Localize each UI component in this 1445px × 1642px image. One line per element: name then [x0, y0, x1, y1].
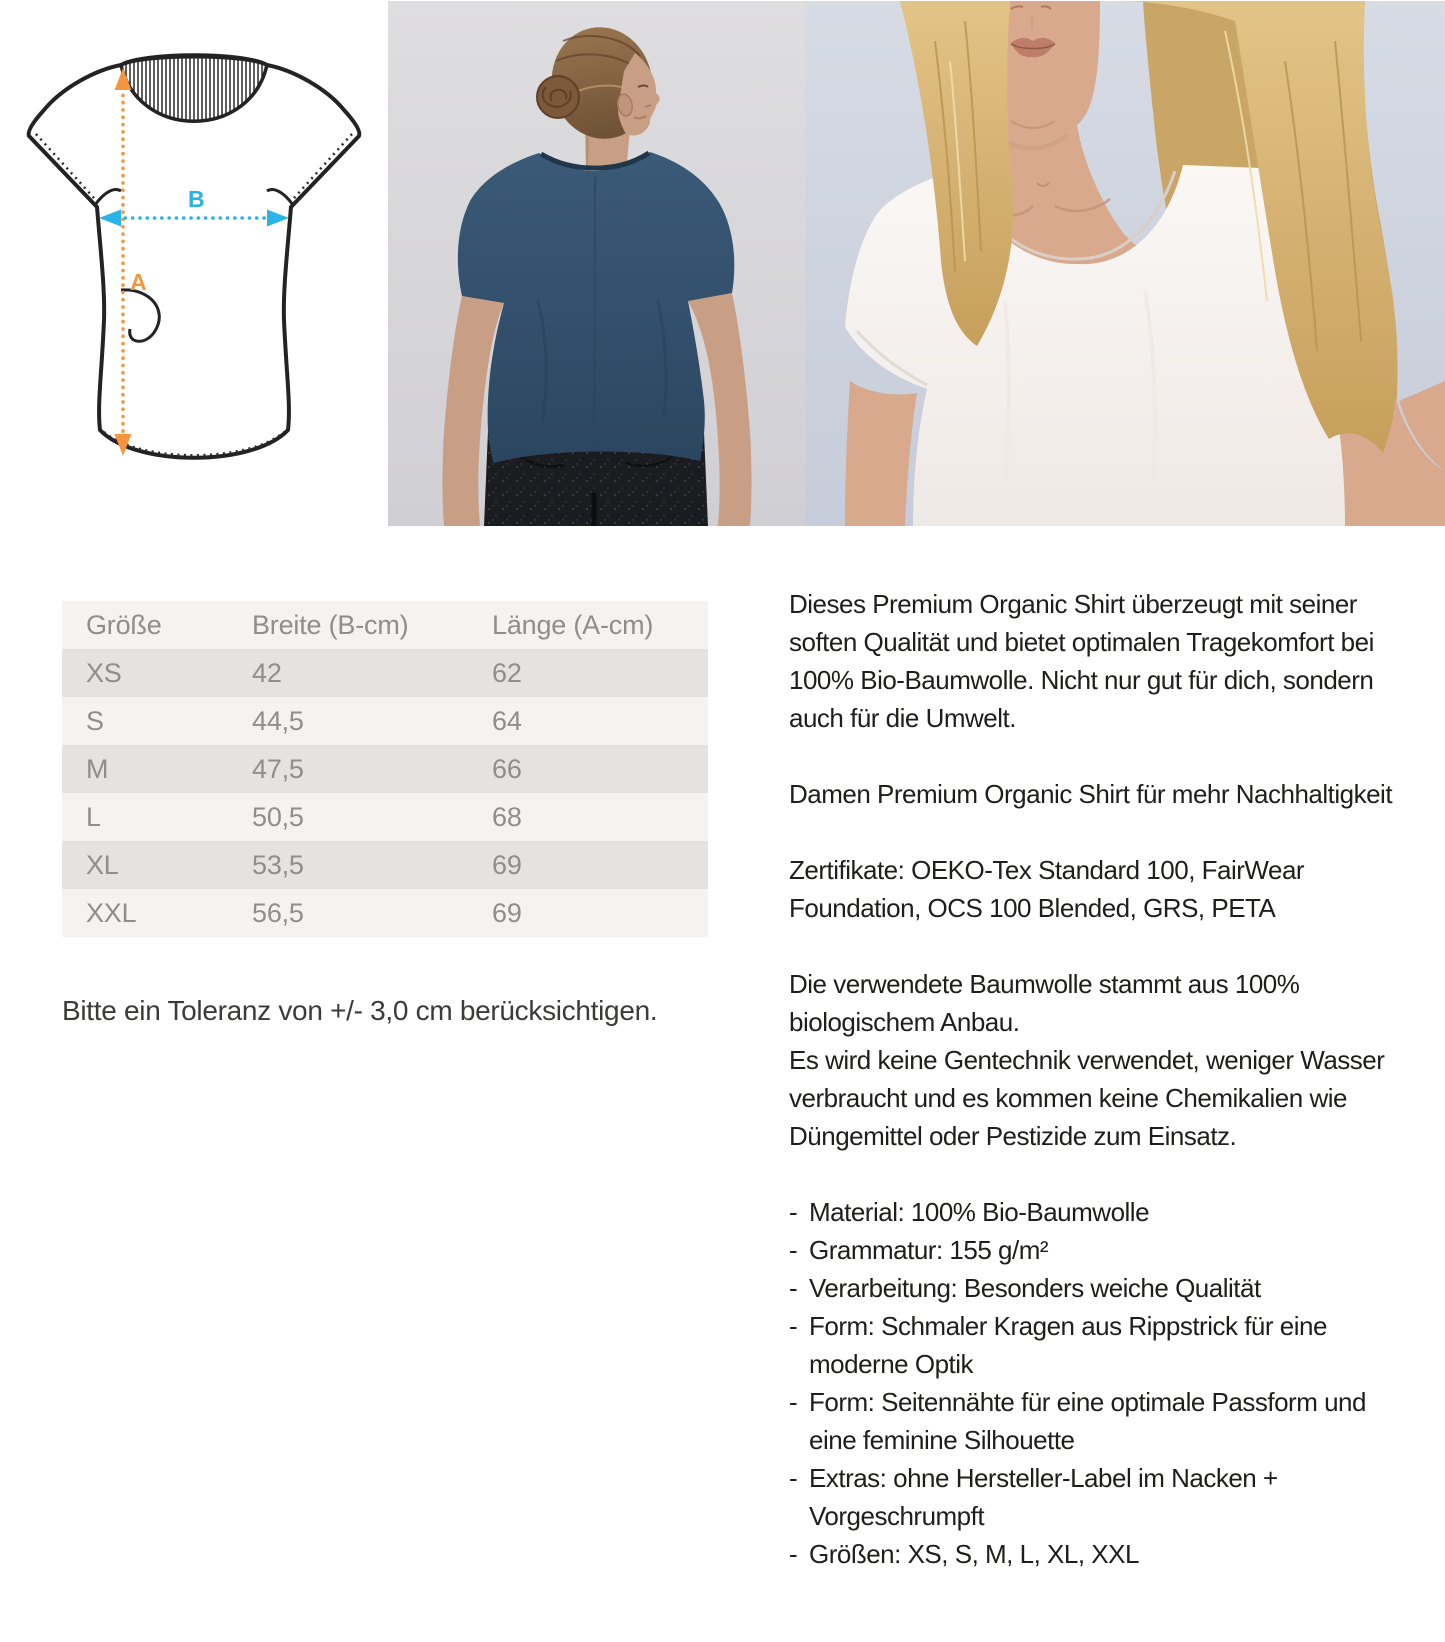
size-chart-cell: 44,5	[252, 705, 304, 736]
spec-item-grammatur: Grammatur: 155 g/m²	[809, 1235, 1049, 1265]
tolerance-note: Bitte ein Toleranz von +/- 3,0 cm berücksichtigen.	[62, 995, 658, 1026]
bullet-dash: -	[789, 1235, 798, 1265]
width-label-b: B	[188, 186, 205, 212]
bullet-dash: -	[789, 1311, 798, 1341]
product-description	[789, 585, 1411, 1573]
bullet-dash: -	[789, 1387, 798, 1417]
product-photo-back	[388, 0, 805, 527]
spec-item-groessen: Größen: XS, S, M, L, XL, XXL	[809, 1539, 1139, 1569]
spec-list-item	[789, 1383, 1411, 1459]
size-chart-header-width: Breite (B-cm)	[252, 609, 409, 640]
bullet-dash: -	[789, 1539, 798, 1569]
size-chart-cell: 64	[492, 705, 522, 736]
spec-list-item	[789, 1231, 1411, 1269]
description-paragraph-4-line-1: Die verwendete Baumwolle stammt aus 100% biologischem Anbau.	[789, 969, 1300, 1037]
size-chart-row-xs	[62, 649, 708, 697]
description-paragraph-4-line-2: Es wird keine Gentechnik verwendet, weniger Wasser verbraucht und es kommen keine Chemikalien wie Düngemittel oder Pestizide zum Einsatz.	[789, 1045, 1385, 1151]
size-chart-row-xl	[62, 841, 708, 889]
size-chart-cell: 62	[492, 657, 522, 688]
spec-list-item	[789, 1193, 1411, 1231]
description-paragraph-1: Dieses Premium Organic Shirt überzeugt mit seiner soften Qualität und bietet optimalen Tragekomfort bei 100% Bio-Baumwolle. Nicht nur gut für dich, sondern auch für die Umwelt.	[789, 589, 1374, 733]
tshirt-outline-drawing	[0, 0, 388, 527]
size-chart-row-l	[62, 793, 708, 841]
size-chart-cell: 50,5	[252, 801, 304, 832]
size-chart-cell: L	[86, 801, 101, 832]
spec-item-extras: Extras: ohne Hersteller-Label im Nacken + Vorgeschrumpft	[809, 1463, 1278, 1531]
size-chart-row-xxl	[62, 889, 708, 937]
size-chart-cell: XS	[86, 657, 122, 688]
size-chart-table	[62, 601, 708, 937]
size-chart-cell: XL	[86, 849, 119, 880]
size-chart-cell: 47,5	[252, 753, 304, 784]
tshirt-body	[29, 55, 360, 458]
spec-item-verarbeitung: Verarbeitung: Besonders weiche Qualität	[809, 1273, 1261, 1303]
bullet-dash: -	[789, 1197, 798, 1227]
product-photo-front	[805, 0, 1445, 527]
description-paragraph-3: Zertifikate: OEKO-Tex Standard 100, FairWear Foundation, OCS 100 Blended, GRS, PETA	[789, 855, 1305, 923]
spec-list-item	[789, 1535, 1411, 1573]
size-chart-cell: M	[86, 753, 109, 784]
bullet-dash: -	[789, 1463, 798, 1493]
model-front-view	[805, 0, 1445, 527]
size-chart-cell: 66	[492, 753, 522, 784]
size-chart-cell: XXL	[86, 897, 137, 928]
bullet-dash: -	[789, 1273, 798, 1303]
size-chart-cell: 69	[492, 849, 522, 880]
spec-list-item	[789, 1307, 1411, 1383]
spec-list-item	[789, 1459, 1411, 1535]
size-chart-cell: 56,5	[252, 897, 304, 928]
size-chart-header-row	[62, 601, 708, 649]
size-chart-cell: 53,5	[252, 849, 304, 880]
spec-item-form-kragen: Form: Schmaler Kragen aus Rippstrick für eine moderne Optik	[809, 1311, 1327, 1379]
size-chart-cell: S	[86, 705, 104, 736]
size-chart-header-size: Größe	[86, 609, 162, 640]
spec-item-material: Material: 100% Bio-Baumwolle	[809, 1197, 1150, 1227]
spec-list	[789, 1193, 1411, 1573]
size-chart-header-length: Länge (A-cm)	[492, 609, 654, 640]
spec-list-item	[789, 1269, 1411, 1307]
product-gallery	[0, 0, 1445, 527]
size-chart-cell: 68	[492, 801, 522, 832]
model-back-view	[388, 0, 805, 527]
size-chart-cell: 69	[492, 897, 522, 928]
length-label-a: A	[130, 269, 147, 295]
description-paragraph-2: Damen Premium Organic Shirt für mehr Nachhaltigkeit	[789, 779, 1393, 809]
size-diagram-image	[0, 0, 388, 527]
size-chart-cell: 42	[252, 657, 282, 688]
description-paragraph-4	[789, 965, 1411, 1155]
size-chart-row-s	[62, 697, 708, 745]
size-chart-row-m	[62, 745, 708, 793]
spec-item-form-seitennaehte: Form: Seitennähte für eine optimale Passform und eine feminine Silhouette	[809, 1387, 1366, 1455]
